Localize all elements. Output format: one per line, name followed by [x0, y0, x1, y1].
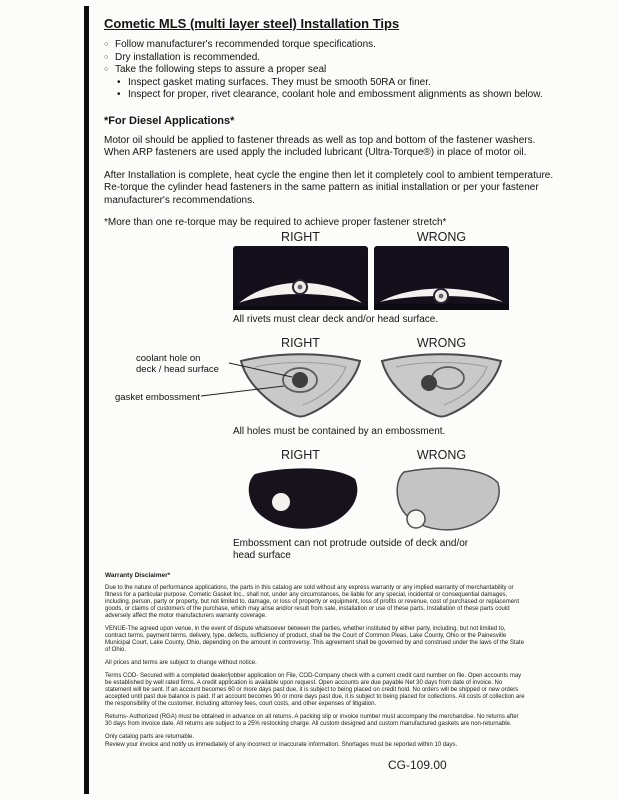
diagram-panels: [233, 464, 509, 534]
diagram-caption: Embossment can not protrude outside of deck and/or head surface: [233, 538, 469, 561]
wrong-label: WRONG: [416, 336, 467, 350]
installation-tips-section: [104, 16, 572, 230]
disclaimer-paragraph: Due to the nature of performance applications, the parts in this catalog are sold without any express warranty or any implied warranty of merchantability or fitness for a particular purpose. Cometic Gasket Inc., shall not, under any circumstances, be liable for any special, incidental or consequential damages, including, person, party or property, but not limited to, damage, or loss of property or equipment, loss of profits or revenue, cost of purchased or replacement goods, or claims of customers of the purchase, which may arise and/or result from sale, installation or use of these parts. Installation of these parts could adversely affect the motor manufacturers warranty coverage.: [105, 585, 520, 619]
coolant-hole-annotation: [136, 353, 230, 375]
rivet-clearance-wrong-diagram: [374, 246, 509, 310]
diagram-panels: [233, 246, 509, 310]
circle-bullet-icon: ○: [104, 41, 109, 48]
tip-item: [104, 52, 572, 65]
disclaimer-paragraph: Returns- Authorized (RGA) must be obtained in advance on all returns. A packing slip or invoice number must accompany the merchandise. No returns after 30 days from invoice date. All returns are subject to a 25% restocking charge. All custom designed and custom manufactured gaskets are non-returnable.: [105, 714, 519, 727]
disclaimer-paragraph: Terms COD- Secured with a completed dealer/jobber application on File, COD-Company check with a current credit card number on file. Open accounts may be established by well rated firms. A credit application is available upon request. Open accounts are due payable Net 30 days from date of invoice. No statement will be sent. If an account becomes 60 or more days past due, it is subject to being placed on credit hold. No orders will be shipped or new orders accepted until past due balance is paid. If an account becomes 90 or more days past due, it is subject to being placed for collections. All costs of collection are the responsibility of the customer, including attorney fees, court costs, and other expenses of litigation.: [105, 673, 525, 707]
sub-tip-item: [104, 77, 572, 90]
diagram-row-rivets: [233, 230, 509, 326]
diagram-caption: All rivets must clear deck and/or head surface.: [233, 314, 439, 325]
tips-list: [104, 39, 572, 102]
diagram-caption: All holes must be contained by an embossment.: [233, 426, 446, 437]
tip-text: Follow manufacturer's recommended torque specifications.: [115, 39, 376, 50]
tip-item: [104, 39, 572, 52]
diagram-labels: [233, 230, 509, 244]
page-number: CG-109.00: [388, 758, 447, 772]
protrusion-right-diagram: [233, 464, 368, 534]
diagram-labels: [233, 448, 509, 462]
diagram-labels: [233, 336, 509, 350]
diesel-paragraph: Motor oil should be applied to fastener threads as well as top and bottom of the fastener washers. When ARP fasteners are used apply the included lubricant (Ultra-Torque®) in place of motor oil.: [104, 134, 536, 158]
sub-tip-item: [104, 89, 572, 102]
annotation-text: coolant hole on: [136, 353, 201, 364]
tip-text: Dry installation is recommended.: [115, 51, 261, 63]
disclaimer-paragraph: All prices and terms are subject to change without notice.: [105, 660, 257, 666]
right-label: RIGHT: [281, 336, 320, 350]
diagram-row-embossment: [115, 336, 509, 438]
rivet-clearance-right-diagram: [233, 246, 368, 310]
retorque-note: *More than one re-torque may be required to achieve proper fastener stretch*: [104, 217, 447, 228]
dot-bullet-icon: •: [117, 89, 121, 100]
dot-bullet-icon: •: [117, 76, 121, 88]
tip-text: Take the following steps to assure a proper seal: [115, 64, 327, 75]
left-border-rule: [84, 6, 89, 794]
disclaimer-heading: Warranty Disclaimer*: [105, 572, 171, 579]
tip-item: [104, 64, 572, 77]
annotation-text: deck / head surface: [136, 364, 219, 375]
disclaimer-paragraph: Only catalog parts are returnable.: [105, 734, 195, 740]
sub-tip-text: Inspect gasket mating surfaces. They must be smooth 50RA or finer.: [128, 76, 431, 88]
diesel-paragraph: After Installation is complete, heat cycle the engine then let it completely cool to ambient temperature. Re-torque the cylinder head fasteners in the same pattern as initial installation or per your fastener manufacturer's recommendations.: [104, 169, 554, 206]
sub-tip-text: Inspect for proper, rivet clearance, coolant hole and embossment alignments as shown below.: [128, 89, 543, 100]
page-title: Cometic MLS (multi layer steel) Installation Tips: [104, 16, 400, 31]
right-label: RIGHT: [281, 230, 320, 244]
gasket-embossment-annotation: gasket embossment: [115, 392, 201, 403]
warranty-disclaimer-section: [105, 572, 525, 755]
diesel-applications-heading: *For Diesel Applications*: [104, 114, 235, 127]
wrong-label: WRONG: [416, 230, 467, 244]
circle-bullet-icon: ○: [104, 66, 109, 73]
right-label: RIGHT: [281, 448, 320, 462]
diagram-panels: [233, 352, 509, 422]
wrong-label: WRONG: [416, 448, 467, 462]
protrusion-wrong-diagram: [374, 464, 509, 534]
disclaimer-paragraph: Review your invoice and notify us immediately of any incorrect or inaccurate information. Shortages must be reported within 10 days.: [105, 742, 458, 748]
disclaimer-paragraph: VENUE-The agreed upon venue, in the event of dispute whatsoever between the parties, whether instituted by either party, including, but not limited to, contract terms, payment terms, delivery, type, defects, sufficiency of product, shall be the Court of Common Pleas, Lake County, Ohio or the Painesville Municipal Court, Lake County, Ohio, depending on the amount in controversy. This agreement shall be governed by and construed under the laws of the State of Ohio.: [105, 626, 524, 653]
embossment-containment-wrong-diagram: [374, 352, 509, 422]
diagram-row-protrusion: [233, 448, 509, 562]
embossment-containment-right-diagram: [233, 352, 368, 422]
circle-bullet-icon: ○: [104, 53, 109, 61]
diagrams-section: [115, 230, 509, 572]
